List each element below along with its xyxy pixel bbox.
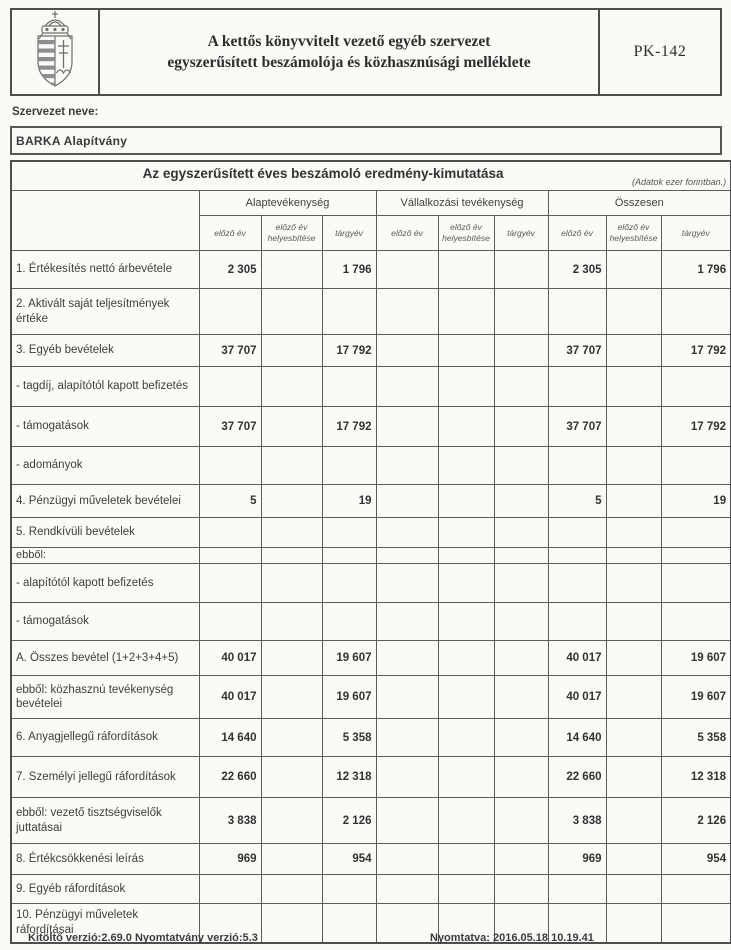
value-cell [199,367,261,407]
value-cell [606,335,661,367]
row-label: 8. Értékcsökkenési leírás [11,844,199,875]
row-label: ebből: vezető tisztségviselők juttatásai [11,798,199,844]
value-cell [261,676,322,719]
value-cell [494,367,548,407]
value-cell [199,289,261,335]
value-cell [494,719,548,757]
value-cell [261,447,322,485]
value-cell [376,289,438,335]
value-cell [199,518,261,548]
value-cell [376,603,438,641]
value-cell [376,757,438,798]
group-header-vallalkozasi: Vállalkozási tevékenység [376,191,548,216]
value-cell [376,367,438,407]
form-code-box [598,10,720,94]
value-cell: 2 305 [199,251,261,289]
value-cell [606,676,661,719]
row-label: 5. Rendkívüli bevételek [11,518,199,548]
value-cell [606,289,661,335]
value-cell [376,641,438,676]
value-cell: 37 707 [548,407,606,447]
value-cell [494,676,548,719]
row-label: 10. Pénzügyi műveletek ráfordításai [11,904,199,943]
value-cell [548,564,606,603]
value-cell: 19 607 [322,676,376,719]
column-group-row [11,191,731,216]
value-cell [376,548,438,564]
value-cell [261,548,322,564]
row-label: - alapítótól kapott befizetés [11,564,199,603]
form-header [10,8,722,96]
value-cell [494,251,548,289]
row-label: 7. Személyi jellegű ráfordítások [11,757,199,798]
value-cell [438,641,494,676]
statement-table-wrapper [10,160,730,944]
value-cell [376,564,438,603]
value-cell [438,676,494,719]
value-cell [376,844,438,875]
value-cell [438,757,494,798]
org-name-box [10,126,722,155]
subcol-targyev: tárgyév [494,216,548,251]
value-cell [606,757,661,798]
footer-printed-timestamp: Nyomtatva: 2016.05.18 10.19.41 [430,932,594,944]
value-cell: 2 126 [661,798,731,844]
value-cell [494,335,548,367]
value-cell [548,548,606,564]
row-label-column-header [11,191,199,251]
value-cell [376,798,438,844]
table-row [11,335,731,367]
value-cell: 17 792 [661,335,731,367]
value-cell [438,548,494,564]
value-cell [261,641,322,676]
value-cell [606,564,661,603]
value-cell [494,603,548,641]
row-label: 1. Értékesítés nettó árbevétele [11,251,199,289]
value-cell [606,518,661,548]
value-cell [548,875,606,904]
value-cell [438,367,494,407]
table-row [11,447,731,485]
value-cell [438,447,494,485]
table-body [11,251,731,943]
table-row [11,757,731,798]
value-cell: 40 017 [548,676,606,719]
org-name-value: BARKA Alapítvány [16,133,128,148]
value-cell [606,485,661,518]
value-cell [661,518,731,548]
value-cell [376,518,438,548]
value-cell [261,798,322,844]
value-cell [661,367,731,407]
value-cell: 2 126 [322,798,376,844]
org-name-label: Szervezet neve: [12,106,99,118]
value-cell: 37 707 [548,335,606,367]
subcol-targyev: tárgyév [322,216,376,251]
value-cell: 12 318 [322,757,376,798]
value-cell [261,251,322,289]
value-cell: 5 358 [322,719,376,757]
row-label: - támogatások [11,603,199,641]
value-cell: 954 [322,844,376,875]
value-cell [661,447,731,485]
value-cell [606,603,661,641]
value-cell [606,251,661,289]
value-cell [606,407,661,447]
value-cell [494,844,548,875]
value-cell [261,757,322,798]
value-cell [376,407,438,447]
value-cell [199,603,261,641]
value-cell [322,518,376,548]
value-cell: 5 [199,485,261,518]
table-row [11,564,731,603]
value-cell [606,548,661,564]
value-cell [322,564,376,603]
group-header-osszesen: Összesen [548,191,731,216]
value-cell: 5 358 [661,719,731,757]
value-cell [494,447,548,485]
value-cell [606,798,661,844]
row-label: A. Összes bevétel (1+2+3+4+5) [11,641,199,676]
row-label: - adományok [11,447,199,485]
subcol-elozo-ev: előző év [199,216,261,251]
table-row [11,798,731,844]
value-cell [376,251,438,289]
value-cell: 969 [548,844,606,875]
value-cell: 17 792 [322,335,376,367]
value-cell [661,875,731,904]
value-cell [606,447,661,485]
subcol-helyesbites: előző év helyesbítése [261,216,322,251]
row-label: ebből: [11,548,199,564]
value-cell [438,844,494,875]
value-cell: 5 [548,485,606,518]
value-cell [199,564,261,603]
group-header-alaptevekenyseg: Alaptevékenység [199,191,376,216]
value-cell: 954 [661,844,731,875]
value-cell [438,518,494,548]
value-cell [261,335,322,367]
value-cell: 1 796 [322,251,376,289]
value-cell: 40 017 [199,676,261,719]
subcol-elozo-ev: előző év [376,216,438,251]
value-cell [438,251,494,289]
value-cell [261,407,322,447]
table-row [11,603,731,641]
table-row [11,641,731,676]
value-cell [438,719,494,757]
value-cell [494,798,548,844]
value-cell [376,335,438,367]
value-cell [548,518,606,548]
value-cell: 3 838 [548,798,606,844]
value-cell [606,719,661,757]
subcol-helyesbites: előző év helyesbítése [438,216,494,251]
value-cell [494,564,548,603]
row-label: 9. Egyéb ráfordítások [11,875,199,904]
unit-note: (Adatok ezer forintban.) [632,177,727,187]
value-cell [438,564,494,603]
value-cell [494,518,548,548]
subcol-elozo-ev: előző év [548,216,606,251]
value-cell: 22 660 [548,757,606,798]
value-cell [494,641,548,676]
value-cell [322,289,376,335]
value-cell [261,875,322,904]
value-cell [261,603,322,641]
value-cell: 1 796 [661,251,731,289]
value-cell [606,641,661,676]
row-label: ebből: közhasznú tevékenység bevételei [11,676,199,719]
form-title-line2: egyszerűsített beszámolója és közhasznúsági melléklete [167,54,531,71]
value-cell [548,289,606,335]
value-cell: 40 017 [548,641,606,676]
value-cell [376,447,438,485]
value-cell: 19 [661,485,731,518]
subcol-helyesbites: előző év helyesbítése [606,216,661,251]
value-cell [494,407,548,447]
table-row [11,367,731,407]
form-title [100,10,598,94]
table-title-row [11,161,731,191]
value-cell [376,719,438,757]
value-cell [261,289,322,335]
value-cell [322,548,376,564]
table-row [11,289,731,335]
value-cell [606,844,661,875]
value-cell [661,603,731,641]
value-cell [376,676,438,719]
value-cell: 19 607 [661,676,731,719]
form-title-line1: A kettős könyvvitelt vezető egyéb szervezet [207,33,491,50]
value-cell [494,757,548,798]
value-cell [261,719,322,757]
row-label: - támogatások [11,407,199,447]
value-cell [494,485,548,518]
row-label: 3. Egyéb bevételek [11,335,199,367]
value-cell [261,485,322,518]
value-cell [606,875,661,904]
table-row [11,407,731,447]
value-cell [261,844,322,875]
row-label: 4. Pénzügyi műveletek bevételei [11,485,199,518]
value-cell: 37 707 [199,407,261,447]
value-cell [376,485,438,518]
value-cell: 37 707 [199,335,261,367]
value-cell: 19 607 [322,641,376,676]
value-cell: 969 [199,844,261,875]
value-cell: 19 [322,485,376,518]
value-cell [376,875,438,904]
table-row [11,719,731,757]
value-cell [438,603,494,641]
hungarian-coat-of-arms-icon [28,10,82,95]
logo-box [12,10,100,94]
row-label: - tagdíj, alapítótól kapott befizetés [11,367,199,407]
value-cell [261,564,322,603]
value-cell [494,548,548,564]
value-cell: 14 640 [199,719,261,757]
value-cell [548,447,606,485]
value-cell: 12 318 [661,757,731,798]
value-cell [438,798,494,844]
value-cell [322,367,376,407]
table-row [11,676,731,719]
table-row [11,875,731,904]
subcol-targyev: tárgyév [661,216,731,251]
table-row [11,844,731,875]
value-cell [199,447,261,485]
value-cell [548,603,606,641]
value-cell [548,367,606,407]
value-cell [494,875,548,904]
value-cell [322,603,376,641]
form-code: PK-142 [633,43,687,60]
value-cell: 22 660 [199,757,261,798]
value-cell [438,875,494,904]
row-label: 6. Anyagjellegű ráfordítások [11,719,199,757]
value-cell [438,407,494,447]
value-cell [261,367,322,407]
value-cell [661,289,731,335]
value-cell [438,335,494,367]
value-cell [606,367,661,407]
value-cell: 17 792 [661,407,731,447]
value-cell [261,518,322,548]
table-row [11,485,731,518]
value-cell: 17 792 [322,407,376,447]
value-cell [438,289,494,335]
table-row [11,251,731,289]
footer-version-info: Kitöltő verzió:2.69.0 Nyomtatvány verzió:5.3 [28,932,258,944]
value-cell: 2 305 [548,251,606,289]
value-cell [661,564,731,603]
value-cell: 19 607 [661,641,731,676]
value-cell [199,548,261,564]
statement-table [10,160,731,944]
value-cell [199,875,261,904]
table-row [11,548,731,564]
footer [0,932,731,948]
value-cell [494,289,548,335]
value-cell: 14 640 [548,719,606,757]
value-cell [661,548,731,564]
table-row [11,518,731,548]
value-cell: 3 838 [199,798,261,844]
table-title: Az egyszerűsített éves beszámoló eredmény-kimutatása [142,166,504,181]
value-cell: 40 017 [199,641,261,676]
value-cell [438,485,494,518]
value-cell [322,875,376,904]
row-label: 2. Aktivált saját teljesítmények értéke [11,289,199,335]
value-cell [322,447,376,485]
